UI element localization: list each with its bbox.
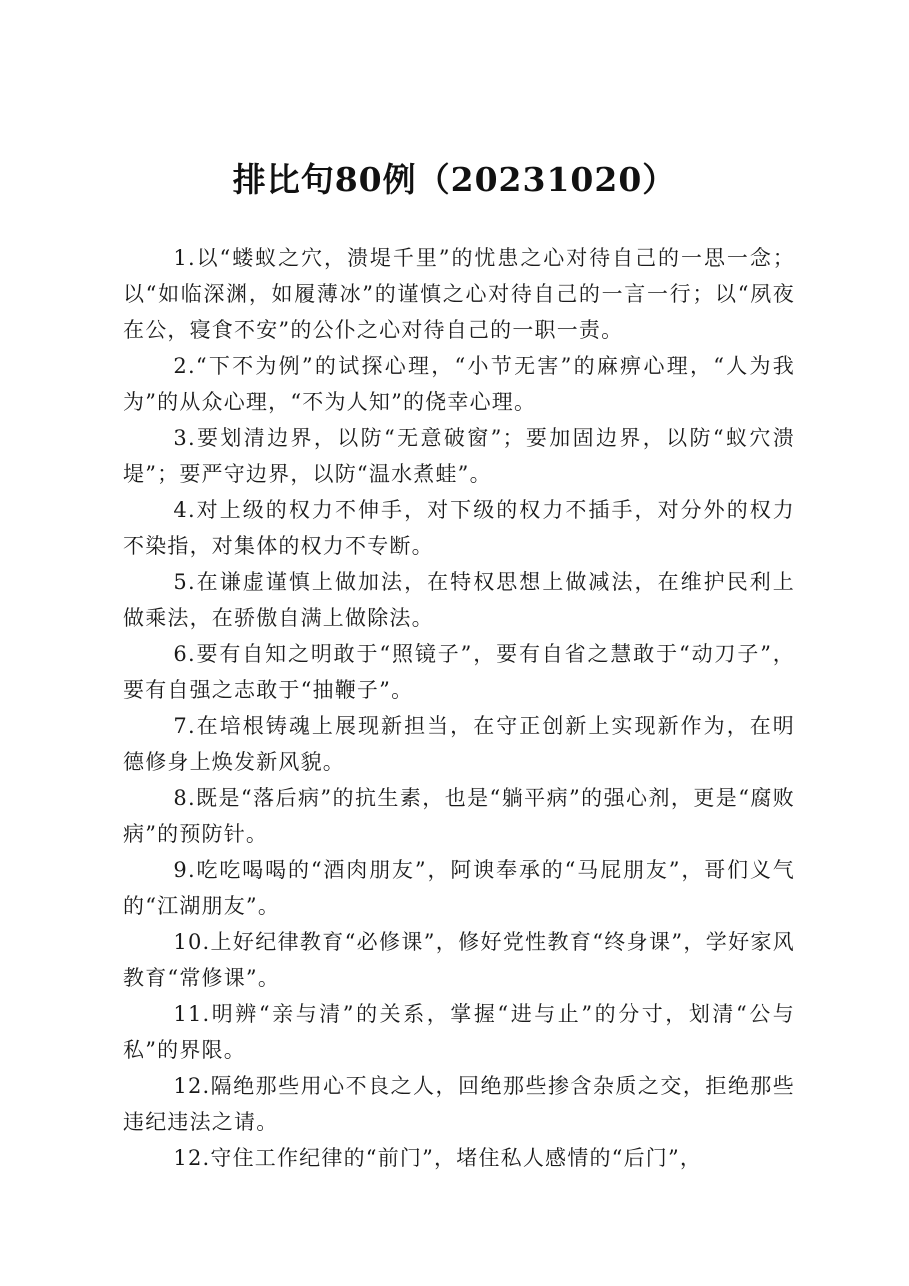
paragraph-8: 8.既是“落后病”的抗生素，也是“躺平病”的强心剂，更是“腐败病”的预防针。	[123, 786, 795, 846]
paragraph-10: 10.上好纪律教育“必修课”，修好党性教育“终身课”，学好家风教育“常修课”。	[123, 930, 795, 990]
paragraph-13: 12.守住工作纪律的“前门”，堵住私人感情的“后门”，	[173, 1146, 703, 1170]
paragraph-12: 12.隔绝那些用心不良之人，回绝那些掺含杂质之交，拒绝那些违纪违法之请。	[123, 1074, 795, 1134]
paragraph-2: 2.“下不为例”的试探心理，“小节无害”的麻痹心理，“人为我为”的从众心理，“不为人知”的侥幸心理。	[123, 354, 795, 414]
paragraph-7: 7.在培根铸魂上展现新担当，在守正创新上实现新作为，在明德修身上焕发新风貌。	[123, 714, 795, 774]
paragraph-6: 6.要有自知之明敢于“照镜子”，要有自省之慧敢于“动刀子”，要有自强之志敢于“抽鞭子”。	[123, 642, 795, 702]
document-title: 排比句80例（20231020）	[232, 160, 677, 199]
paragraph-5: 5.在谦虚谨慎上做加法，在特权思想上做减法，在维护民利上做乘法，在骄傲自满上做除法。	[123, 570, 795, 630]
paragraph-4: 4.对上级的权力不伸手，对下级的权力不插手，对分外的权力不染指，对集体的权力不专断。	[123, 498, 795, 558]
document-body	[123, 240, 795, 1176]
paragraph-11: 11.明辨“亲与清”的关系，掌握“进与止”的分寸，划清“公与私”的界限。	[123, 1002, 795, 1062]
paragraph-3: 3.要划清边界，以防“无意破窗”；要加固边界，以防“蚁穴溃堤”；要严守边界，以防“温水煮蛙”。	[123, 426, 795, 486]
paragraph-1: 1.以“蝼蚁之穴，溃堤千里”的忧患之心对待自己的一思一念；以“如临深渊，如履薄冰”的谨慎之心对待自己的一言一行；以“夙夜在公，寝食不安”的公仆之心对待自己的一职一责。	[123, 246, 795, 342]
paragraph-9: 9.吃吃喝喝的“酒肉朋友”，阿谀奉承的“马屁朋友”，哥们义气的“江湖朋友”。	[123, 858, 795, 918]
